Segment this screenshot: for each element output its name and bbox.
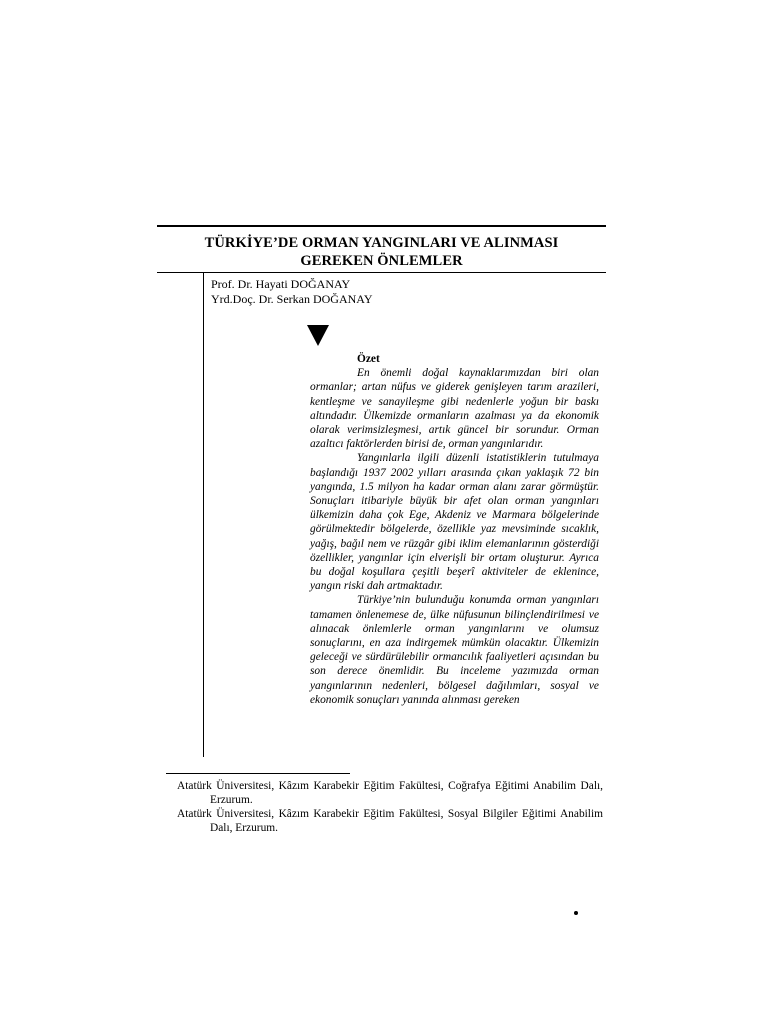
margin-vertical-rule: [203, 272, 204, 757]
abstract-paragraph-2: Yangınlarla ilgili düzenli istatistiklerin tutulmaya başlandığı 1937 2002 yılları arasında çıkan yaklaşık 72 bin yangında, 1.5 milyon ha kadar orman alanı zarar görmüştür. Sonuçları itibariyle büyük bir afet olan orman yangınları ülkemizin daha çok Ege, Akdeniz ve Marmara bölgelerinde görülmektedir bölgelerde, özellikle yaz mevsiminde sıcaklık, yağış, bağıl nem ve rüzgâr gibi iklim elemanlarının gösterdiği özellikler, yangınlar için elverişli bir ortam oluşturur. Ayrıca bu doğal koşullara çeşitli beşerî aktiviteler de eklenince, yangın riski dah artmaktadır.: [310, 452, 599, 593]
abstract-heading: Özet: [357, 353, 380, 365]
author-list: [211, 277, 373, 307]
title-bottom-rule: [157, 272, 606, 273]
title-line-2: GEREKEN ÖNLEMLER: [300, 253, 463, 269]
footnote-2: Atatürk Üniversitesi, Kâzım Karabekir Eğitim Fakültesi, Sosyal Bilgiler Eğitimi Anabilim Dalı, Erzurum.: [177, 808, 603, 834]
abstract: [310, 352, 599, 707]
footnote-1: Atatürk Üniversitesi, Kâzım Karabekir Eğitim Fakültesi, Coğrafya Eğitimi Anabilim Dalı, Erzurum.: [177, 780, 603, 806]
down-triangle-icon: [307, 325, 329, 346]
footnote-separator: [166, 773, 350, 774]
author-2: Yrd.Doç. Dr. Serkan DOĞANAY: [211, 292, 373, 306]
author-1: Prof. Dr. Hayati DOĞANAY: [211, 277, 351, 291]
title-top-rule: [157, 225, 606, 227]
title-line-1: TÜRKİYE’DE ORMAN YANGINLARI VE ALINMASI: [204, 235, 559, 251]
dot-icon: [574, 911, 578, 915]
footnotes: [177, 779, 603, 835]
article-title: [157, 234, 606, 270]
abstract-paragraph-3: Türkiye’nin bulunduğu konumda orman yangınları tamamen önlenemese de, ülke nüfusunun bilinçlendirilmesi ve alınacak önlemlerle orman yangınlarını ve olumsuz sonuçlarını, en aza indirgemek mümkün olacaktır. Ülkemizin geleceği ve sürdürülebilir ormancılık faaliyetleri açısından bu son derece önemlidir. Bu inceleme yazımızda orman yangınlarının nedenleri, bölgesel dağılımları, sosyal ve ekonomik sonuçları yanında alınması gereken: [310, 594, 599, 706]
abstract-paragraph-1: En önemli doğal kaynaklarımızdan biri olan ormanlar; artan nüfus ve giderek genişleyen tarım arazileri, kentleşme ve sanayileşme gibi nedenlerle yoğun bir baskı altındadır. Ülkemizde ormanların azalması ya da ekonomik olarak verimsizleşmesi, artık güncel bir sorundur. Orman azaltıcı faktörlerden birisi de, orman yangınlarıdır.: [310, 367, 599, 451]
